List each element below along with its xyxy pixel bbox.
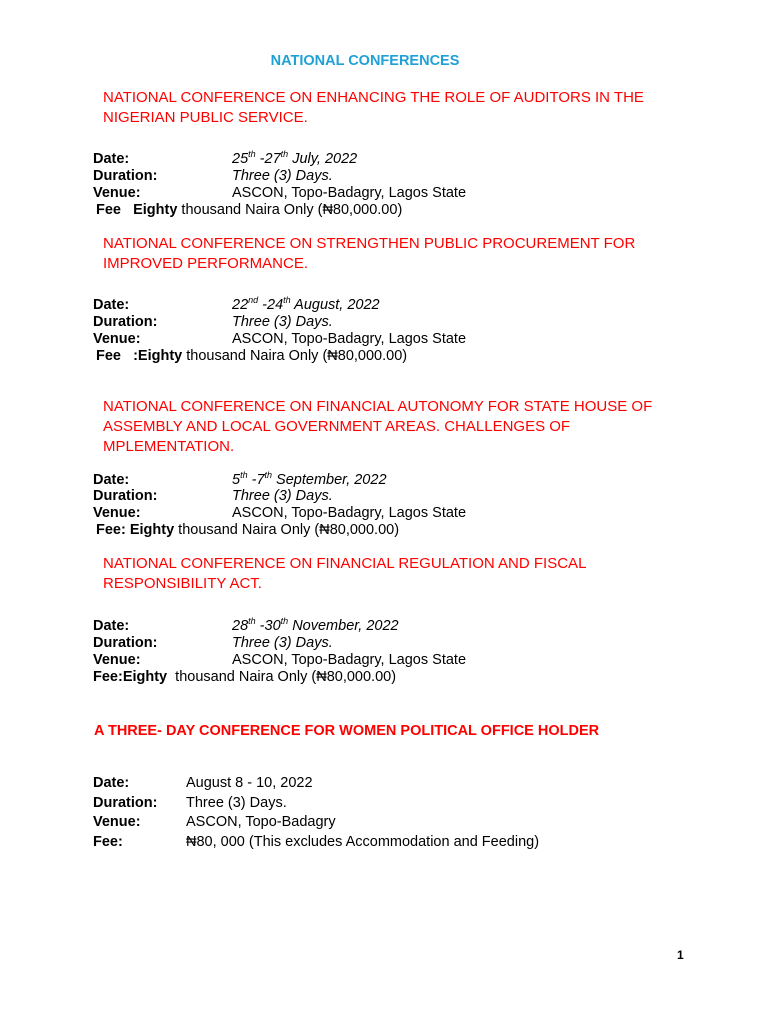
date-label: Date:	[93, 775, 130, 791]
duration-label: Duration:	[93, 635, 158, 651]
venue-label: Venue:	[93, 185, 141, 201]
date-value: 5th -7th September, 2022	[232, 470, 387, 488]
fee-label: Fee:	[93, 834, 123, 850]
venue-value: ASCON, Topo-Badagry	[186, 814, 336, 830]
venue-value: ASCON, Topo-Badagry, Lagos State	[232, 331, 467, 347]
conference-title: NATIONAL CONFERENCE ON ENHANCING THE ROLE OF AUDITORS IN THE NIGERIAN PUBLIC SERVICE.	[103, 89, 644, 126]
duration-value: Three (3) Days.	[186, 795, 287, 811]
venue-label: Venue:	[93, 331, 141, 347]
date-value: 25th -27th July, 2022	[232, 149, 358, 167]
conference-title: NATIONAL CONFERENCE ON FINANCIAL REGULATION AND FISCAL RESPONSIBILITY ACT.	[103, 555, 586, 592]
duration-value: Three (3) Days.	[232, 488, 333, 504]
date-value: 28th -30th November, 2022	[232, 616, 399, 634]
fee-line: Fee Eighty thousand Naira Only (₦80,000.00)	[96, 202, 403, 218]
date-value: August 8 - 10, 2022	[186, 775, 313, 791]
venue-value: ASCON, Topo-Badagry, Lagos State	[232, 505, 467, 521]
date-value: 22nd -24th August, 2022	[232, 295, 380, 313]
fee-line: Fee:Eighty thousand Naira Only (₦80,000.00)	[93, 669, 397, 685]
duration-label: Duration:	[93, 795, 158, 811]
duration-label: Duration:	[93, 488, 158, 504]
venue-value: ASCON, Topo-Badagry, Lagos State	[232, 652, 467, 668]
fee-line: Fee: Eighty thousand Naira Only (₦80,000.00)	[96, 522, 400, 538]
fee-line: Fee :Eighty thousand Naira Only (₦80,000.00)	[96, 348, 408, 364]
fee-value: ₦80, 000 (This excludes Accommodation and Feeding)	[186, 834, 540, 850]
date-label: Date:	[93, 618, 130, 634]
date-label: Date:	[93, 297, 130, 313]
conference-title: NATIONAL CONFERENCE ON STRENGTHEN PUBLIC PROCUREMENT FOR IMPROVED PERFORMANCE.	[103, 235, 636, 272]
date-label: Date:	[93, 151, 130, 167]
duration-value: Three (3) Days.	[232, 635, 333, 651]
conference-title: NATIONAL CONFERENCE ON FINANCIAL AUTONOMY FOR STATE HOUSE OF ASSEMBLY AND LOCAL GOVERNMENT AREAS. CHALLENGES OF MPLEMENTATION.	[103, 398, 653, 455]
duration-label: Duration:	[93, 314, 158, 330]
page-title: NATIONAL CONFERENCES	[270, 53, 460, 69]
venue-label: Venue:	[93, 505, 141, 521]
duration-value: Three (3) Days.	[232, 168, 333, 184]
duration-value: Three (3) Days.	[232, 314, 333, 330]
venue-label: Venue:	[93, 652, 141, 668]
date-label: Date:	[93, 472, 130, 488]
venue-label: Venue:	[93, 814, 141, 830]
page-number: 1	[677, 948, 684, 962]
venue-value: ASCON, Topo-Badagry, Lagos State	[232, 185, 467, 201]
women-conference-heading: A THREE- DAY CONFERENCE FOR WOMEN POLITICAL OFFICE HOLDER	[94, 723, 600, 739]
duration-label: Duration:	[93, 168, 158, 184]
